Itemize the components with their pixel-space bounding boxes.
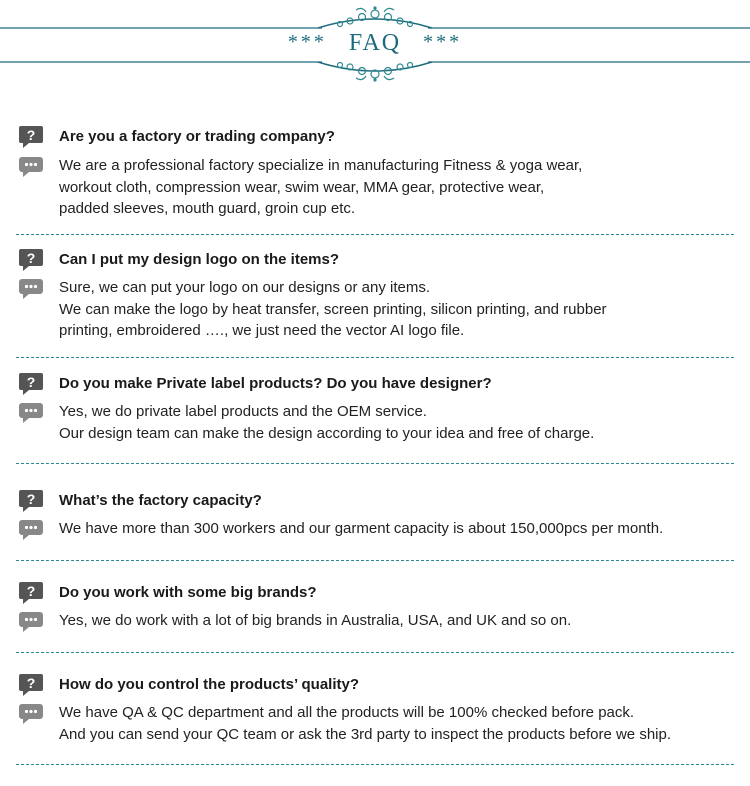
- answer-line: We are a professional factory specialize in manufacturing Fitness & yoga wear,: [59, 157, 583, 174]
- faq-answer: [59, 610, 571, 632]
- answer-bubble-icon: [18, 609, 44, 633]
- faq-answer: [59, 518, 663, 540]
- answer-line: Yes, we do private label products and the OEM service.: [59, 403, 427, 420]
- faq-answer: [59, 277, 607, 342]
- dashed-divider: [16, 463, 734, 464]
- question-bubble-icon: [18, 580, 44, 604]
- dashed-divider: [16, 560, 734, 561]
- stars-left: ***: [287, 31, 327, 53]
- answer-bubble-icon: [18, 517, 44, 541]
- faq-question: Do you make Private label products? Do you have designer?: [59, 375, 492, 392]
- faq-question: How do you control the products’ quality?: [59, 676, 359, 693]
- answer-line: We have QA & QC department and all the products will be 100% checked before pack.: [59, 704, 635, 721]
- answer-line: Sure, we can put your logo on our designs or any items.: [59, 279, 431, 296]
- faq-header: [0, 0, 750, 86]
- dashed-divider: [16, 234, 734, 235]
- question-bubble-icon: [18, 371, 44, 395]
- answer-line: printing, embroidered …., we just need the vector AI logo file.: [59, 322, 465, 339]
- faq-question: What’s the factory capacity?: [59, 492, 262, 509]
- dashed-divider: [16, 764, 734, 765]
- answer-bubble-icon: [18, 400, 44, 424]
- question-bubble-icon: [18, 124, 44, 148]
- faq-answer: [59, 401, 594, 444]
- question-bubble-icon: [18, 247, 44, 271]
- question-bubble-icon: [18, 488, 44, 512]
- stars-right: ***: [423, 31, 463, 53]
- answer-line: We can make the logo by heat transfer, screen printing, silicon printing, and rubber: [59, 300, 607, 318]
- faq-question: Are you a factory or trading company?: [59, 128, 335, 145]
- dashed-divider: [16, 357, 734, 358]
- answer-bubble-icon: [18, 154, 44, 178]
- faq-question: Can I put my design logo on the items?: [59, 251, 340, 268]
- faq-answer: [59, 702, 671, 745]
- faq-title: [0, 30, 750, 57]
- answer-line: And you can send your QC team or ask the 3rd party to inspect the products before we ship.: [59, 725, 671, 743]
- answer-line: padded sleeves, mouth guard, groin cup etc.: [59, 200, 356, 217]
- faq-answer: [59, 155, 582, 220]
- faq-question: Do you work with some big brands?: [59, 584, 317, 601]
- answer-line: Yes, we do work with a lot of big brands in Australia, USA, and UK and so on.: [59, 612, 572, 629]
- answer-line: Our design team can make the design according to your idea and free of charge.: [59, 424, 595, 442]
- dashed-divider: [16, 652, 734, 653]
- answer-line: We have more than 300 workers and our garment capacity is about 150,000pcs per month.: [59, 520, 664, 537]
- answer-bubble-icon: [18, 701, 44, 725]
- answer-bubble-icon: [18, 276, 44, 300]
- answer-line: workout cloth, compression wear, swim wear, MMA gear, protective wear,: [59, 178, 545, 196]
- faq-heading: FAQ: [348, 30, 402, 56]
- question-bubble-icon: [18, 672, 44, 696]
